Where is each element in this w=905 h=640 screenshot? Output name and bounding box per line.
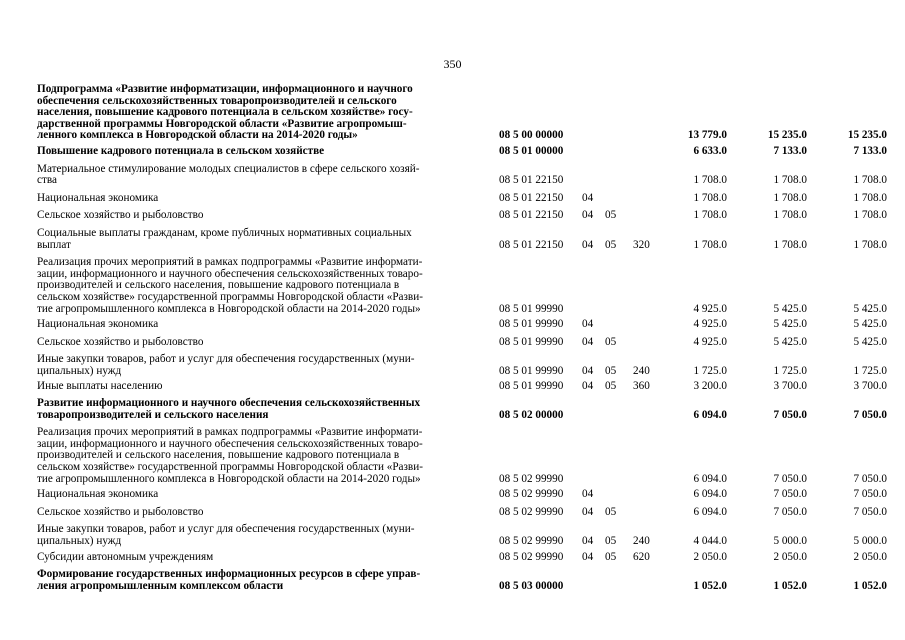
row-name-line: Формирование государственных информационных ресурсов в сфере управ-: [37, 568, 421, 581]
amount-year-2: 7 050.0: [773, 472, 807, 485]
budget-code: 08 5 02 99990: [499, 535, 564, 547]
row-name-line: тие агропромышленного комплекса в Новгородской области на 2014-2020 годы»: [37, 302, 421, 315]
row-name: [37, 337, 489, 349]
amount-year-3: 5 425.0: [853, 335, 887, 348]
section-code: 04: [582, 318, 594, 331]
subsection-code: 05: [605, 335, 617, 348]
page-number: 350: [443, 57, 462, 71]
row-name-line: товаропроизводителей и сельского населения: [37, 408, 269, 421]
amount-year-3: 7 050.0: [853, 488, 887, 501]
budget-code: 08 5 01 99990: [499, 364, 564, 377]
amount-year-3: 3 700.0: [853, 380, 887, 393]
row-name-line: ципальных) нужд: [37, 364, 122, 377]
row-name: [37, 381, 489, 393]
amount-year-2: 3 700.0: [773, 380, 807, 393]
amount-year-3: 5 000.0: [853, 535, 887, 547]
row-name: [37, 164, 489, 187]
row-name: [37, 210, 489, 222]
row-name: [37, 427, 489, 485]
row-name-line: ления агропромышленным комплексом области: [37, 579, 284, 592]
amount-year-1: 6 633.0: [693, 144, 727, 157]
amount-year-3: 7 050.0: [853, 472, 887, 485]
expense-type-code: 620: [633, 550, 650, 563]
section-code: 04: [582, 209, 594, 222]
budget-code: 08 5 02 99990: [499, 550, 564, 563]
table-row: [37, 146, 887, 158]
row-name-line: Сельское хозяйство и рыболовство: [37, 209, 204, 222]
table-row: [37, 427, 887, 485]
budget-code: 08 5 01 99990: [499, 302, 564, 315]
subsection-code: 05: [605, 364, 617, 377]
amount-year-2: 5 425.0: [773, 318, 807, 331]
budget-code: 08 5 02 99990: [499, 472, 564, 485]
row-name: [37, 146, 489, 158]
amount-year-2: 15 235.0: [767, 129, 807, 142]
row-name-line: Материальное стимулирование молодых специалистов в сфере сельского хозяй-: [37, 162, 420, 175]
budget-code: 08 5 02 00000: [499, 408, 564, 421]
table-row: [37, 398, 887, 421]
budget-code: 08 5 02 99990: [499, 505, 564, 518]
amount-year-1: 6 094.0: [693, 408, 727, 421]
row-name-line: Иные выплаты населению: [37, 380, 163, 393]
row-name-line: Иные закупки товаров, работ и услуг для обеспечения государственных (муни-: [37, 523, 415, 536]
amount-year-1: 1 725.0: [693, 364, 727, 377]
row-name-line: Национальная экономика: [37, 488, 159, 501]
amount-year-2: 2 050.0: [773, 550, 807, 563]
row-name-line: Национальная экономика: [37, 191, 159, 204]
amount-year-1: 6 094.0: [693, 472, 727, 485]
amount-year-2: 1 708.0: [773, 209, 807, 222]
table-row: [37, 210, 887, 222]
row-name-line: Сельское хозяйство и рыболовство: [37, 335, 204, 348]
expense-type-code: 360: [633, 380, 650, 393]
budget-code: 08 5 02 99990: [499, 488, 564, 501]
row-name: [37, 569, 489, 592]
row-name: [37, 507, 489, 519]
budget-code: 08 5 01 99990: [499, 318, 564, 331]
row-name-line: производителей и сельского населения, повышение кадрового потенциала в: [37, 449, 400, 462]
row-name-line: зации, информационного и научного обеспечения сельскохозяйственных товаро-: [37, 267, 423, 280]
amount-year-3: 1 708.0: [853, 238, 887, 251]
amount-year-3: 7 133.0: [853, 144, 887, 157]
budget-table: [37, 84, 887, 592]
row-name-line: обеспечения сельскохозяйственных товаропроизводителей и сельского: [37, 94, 397, 107]
row-name-line: производителей и сельского населения, повышение кадрового потенциала в: [37, 279, 400, 292]
table-row: [37, 354, 887, 377]
amount-year-3: 1 052.0: [853, 579, 887, 592]
section-code: 04: [582, 550, 594, 563]
amount-year-1: 3 200.0: [693, 380, 727, 393]
budget-code: 08 5 00 00000: [499, 129, 564, 142]
amount-year-3: 15 235.0: [847, 129, 887, 142]
amount-year-2: 1 708.0: [773, 174, 807, 187]
table-row: [37, 381, 887, 393]
amount-year-2: 7 050.0: [773, 488, 807, 501]
budget-code: 08 5 01 22150: [499, 209, 564, 222]
amount-year-1: 1 708.0: [693, 174, 727, 187]
row-name-line: ленного комплекса в Новгородской области на 2014-2020 годы»: [37, 129, 358, 142]
budget-code: 08 5 01 00000: [499, 144, 564, 157]
budget-code: 08 5 03 00000: [499, 579, 564, 592]
subsection-code: 05: [605, 238, 617, 251]
row-name-line: тие агропромышленного комплекса в Новгородской области на 2014-2020 годы»: [37, 472, 421, 485]
row-name-line: Реализация прочих мероприятий в рамках подпрограммы «Развитие информати-: [37, 426, 423, 439]
row-name-line: выплат: [37, 238, 71, 251]
table-row: [37, 569, 887, 592]
section-code: 04: [582, 488, 594, 501]
amount-year-2: 7 050.0: [773, 505, 807, 518]
amount-year-3: 1 708.0: [853, 174, 887, 187]
row-name: [37, 489, 489, 501]
row-name-line: Подпрограмма «Развитие информатизации, информационного и научного: [37, 83, 413, 95]
row-name-line: зации, информационного и научного обеспечения сельскохозяйственных товаро-: [37, 437, 423, 450]
subsection-code: 05: [605, 209, 617, 222]
amount-year-3: 5 425.0: [853, 302, 887, 315]
amount-year-1: 4 925.0: [693, 335, 727, 348]
table-row: [37, 228, 887, 251]
row-name-line: сельском хозяйстве» государственной программы Новгородской области «Разви-: [37, 290, 423, 303]
section-code: 04: [582, 364, 594, 377]
table-row: [37, 193, 887, 205]
row-name: [37, 84, 489, 142]
table-row: [37, 319, 887, 331]
row-name-line: дарственной программы Новгородской области «Развитие агропромыш-: [37, 117, 407, 130]
amount-year-3: 7 050.0: [853, 408, 887, 421]
amount-year-1: 2 050.0: [693, 550, 727, 563]
table-row: [37, 552, 887, 564]
amount-year-3: 1 725.0: [853, 364, 887, 377]
row-name: [37, 319, 489, 331]
row-name-line: сельском хозяйстве» государственной программы Новгородской области «Разви-: [37, 461, 423, 474]
expense-type-code: 240: [633, 535, 650, 547]
row-name-line: Реализация прочих мероприятий в рамках подпрограммы «Развитие информати-: [37, 256, 423, 269]
subsection-code: 05: [605, 505, 617, 518]
amount-year-1: 4 925.0: [693, 318, 727, 331]
amount-year-2: 1 708.0: [773, 191, 807, 204]
expense-type-code: 320: [633, 238, 650, 251]
amount-year-2: 1 708.0: [773, 238, 807, 251]
amount-year-2: 1 052.0: [773, 579, 807, 592]
table-row: [37, 164, 887, 187]
amount-year-1: 1 708.0: [693, 238, 727, 251]
row-name: [37, 193, 489, 205]
table-row: [37, 84, 887, 142]
table-row: [37, 337, 887, 349]
row-name: [37, 257, 489, 315]
subsection-code: 05: [605, 535, 617, 547]
row-name: [37, 552, 489, 564]
row-name-line: Социальные выплаты гражданам, кроме публичных нормативных социальных: [37, 226, 412, 239]
row-name: [37, 228, 489, 251]
row-name-line: Развитие информационного и научного обеспечения сельскохозяйственных: [37, 397, 421, 410]
amount-year-3: 1 708.0: [853, 191, 887, 204]
section-code: 04: [582, 238, 594, 251]
row-name-line: ства: [37, 174, 57, 187]
budget-code: 08 5 01 22150: [499, 191, 564, 204]
table-row: [37, 524, 887, 547]
section-code: 04: [582, 505, 594, 518]
amount-year-1: 6 094.0: [693, 488, 727, 501]
table-row: [37, 257, 887, 315]
amount-year-1: 4 925.0: [693, 302, 727, 315]
row-name-line: Повышение кадрового потенциала в сельском хозяйстве: [37, 144, 325, 157]
amount-year-1: 1 708.0: [693, 209, 727, 222]
amount-year-2: 7 133.0: [773, 144, 807, 157]
subsection-code: 05: [605, 380, 617, 393]
amount-year-3: 1 708.0: [853, 209, 887, 222]
budget-code: 08 5 01 22150: [499, 174, 564, 187]
amount-year-2: 1 725.0: [773, 364, 807, 377]
amount-year-3: 5 425.0: [853, 318, 887, 331]
row-name: [37, 354, 489, 377]
section-code: 04: [582, 335, 594, 348]
subsection-code: 05: [605, 550, 617, 563]
amount-year-2: 5 425.0: [773, 335, 807, 348]
amount-year-3: 7 050.0: [853, 505, 887, 518]
amount-year-2: 7 050.0: [773, 408, 807, 421]
budget-code: 08 5 01 99990: [499, 335, 564, 348]
amount-year-3: 2 050.0: [853, 550, 887, 563]
row-name: [37, 398, 489, 421]
amount-year-1: 13 779.0: [687, 129, 727, 142]
expense-type-code: 240: [633, 364, 650, 377]
budget-code: 08 5 01 99990: [499, 380, 564, 393]
row-name-line: населения, повышение кадрового потенциала в сельском хозяйстве» госу-: [37, 106, 413, 119]
row-name-line: ципальных) нужд: [37, 535, 122, 547]
amount-year-2: 5 000.0: [773, 535, 807, 547]
section-code: 04: [582, 380, 594, 393]
section-code: 04: [582, 535, 594, 547]
row-name-line: Субсидии автономным учреждениям: [37, 550, 214, 563]
budget-code: 08 5 01 22150: [499, 238, 564, 251]
amount-year-1: 6 094.0: [693, 505, 727, 518]
table-row: [37, 489, 887, 501]
row-name: [37, 524, 489, 547]
amount-year-1: 1 052.0: [693, 579, 727, 592]
amount-year-2: 5 425.0: [773, 302, 807, 315]
amount-year-1: 4 044.0: [693, 535, 727, 547]
row-name-line: Сельское хозяйство и рыболовство: [37, 505, 204, 518]
section-code: 04: [582, 191, 594, 204]
row-name-line: Иные закупки товаров, работ и услуг для обеспечения государственных (муни-: [37, 353, 415, 366]
table-row: [37, 507, 887, 519]
amount-year-1: 1 708.0: [693, 191, 727, 204]
row-name-line: Национальная экономика: [37, 318, 159, 331]
